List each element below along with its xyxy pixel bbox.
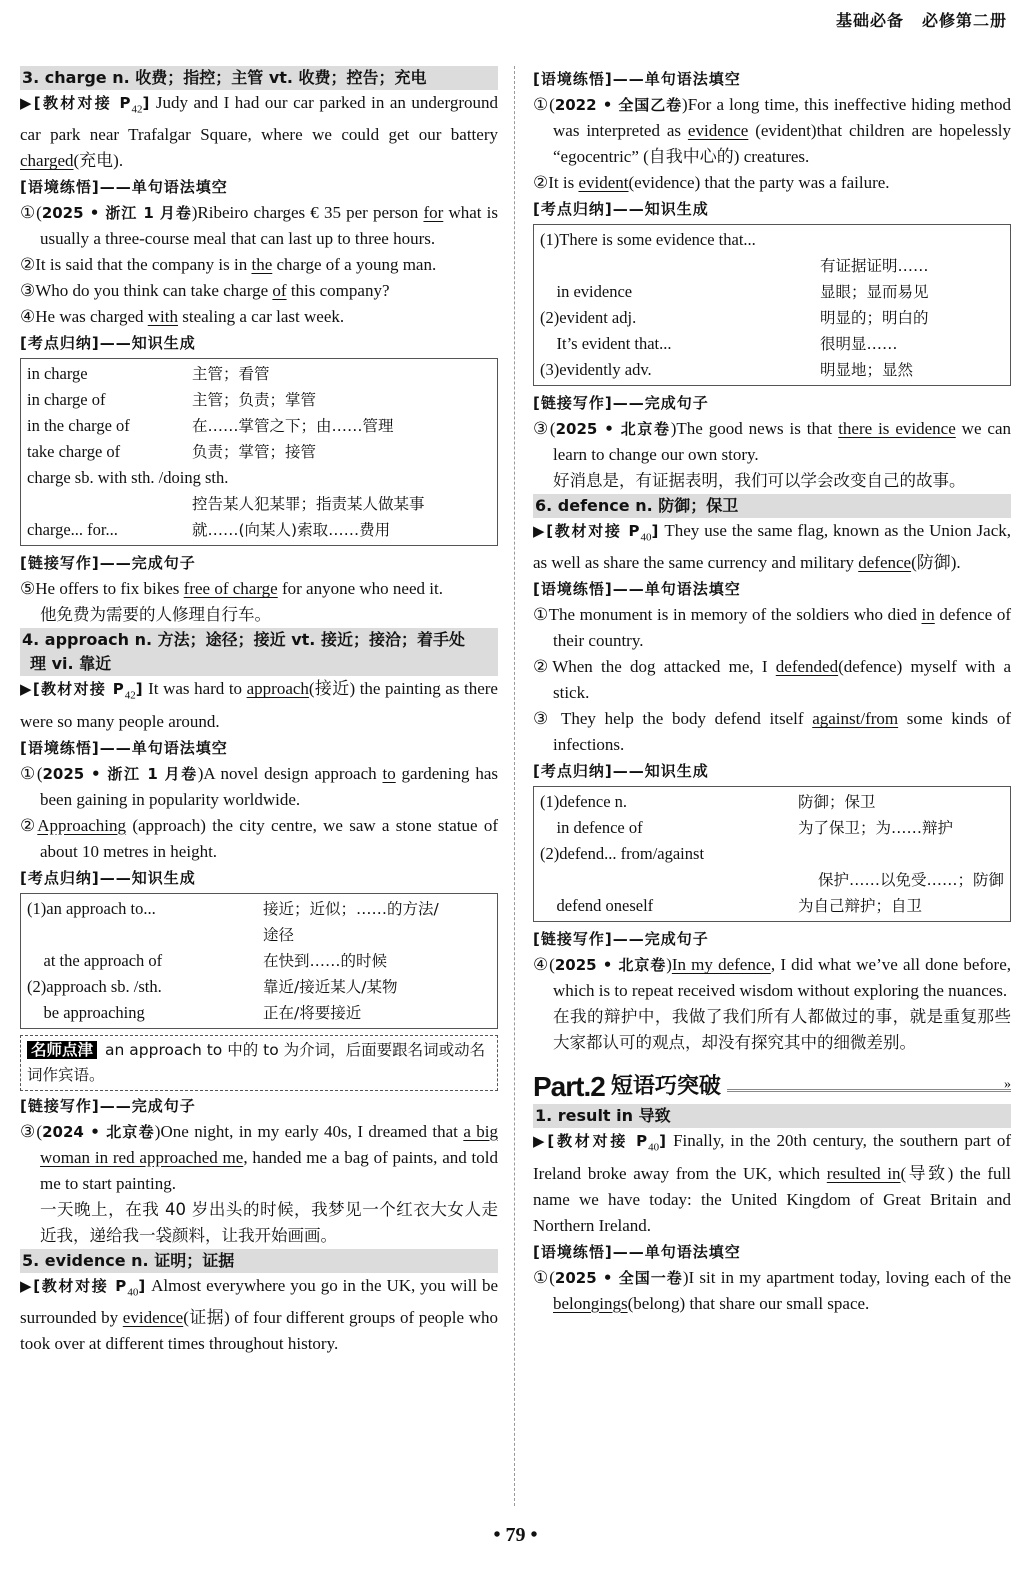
approach-heading: 4. approach n. 方法；途径；接近 vt. 接近；接洽；着手处 理 vi. 靠近 (20, 628, 498, 676)
table-row: in charge 主管；看管 (27, 364, 270, 384)
double-arrow-icon: » (727, 1082, 1011, 1092)
table-row: in evidence 显眼；显而易见 (540, 282, 929, 301)
table-row: (2)defend... from/against (540, 844, 705, 864)
evidence-q1: ①(2022 • 全国乙卷)For a long time, this ineffective hiding method was interpreted as evidence (evident)that children are hopelessly “egocentric” (自我中心的) creatures. (533, 95, 1011, 166)
approach-writing-label: [链接写作]——完成句子 (20, 1096, 196, 1115)
defence-w4: ④(2025 • 北京卷)In my defence, I did what we’ve all done before, which is to repeat received wisdom without exploring the nuances. (533, 955, 1011, 1001)
evidence-practice-label: [语境练悟]——单句语法填空 (533, 70, 741, 88)
right-column (533, 66, 1011, 1317)
part2-label: Part.2 (533, 1071, 605, 1103)
table-row: charge... for... 就……(向某人)索取……费用 (27, 520, 391, 540)
result-heading: 1. result in 导致 (533, 1104, 1011, 1128)
table-row: (1)an approach to... 接近；近似；……的方法/ (27, 898, 439, 918)
defence-summary-label: [考点归纳]——知识生成 (533, 762, 709, 781)
charge-writing-label: [链接写作]——完成句子 (20, 554, 196, 573)
charge-q2: ②It is said that the company is in the charge of a young man. (20, 255, 437, 275)
table-row: at the approach of 在快到……的时候 (27, 950, 388, 970)
table-row: (1)defence n. 防御；保卫 (540, 792, 876, 812)
table-row: (2)evident adj. 明显的；明白的 (540, 308, 929, 327)
evidence-writing-label: [链接写作]——完成句子 (533, 394, 709, 412)
charge-q1: ①(2025 • 浙江 1 月卷)Ribeiro charges € 35 per person for what is usually a three-course meal that can last up to three hours. (20, 203, 498, 249)
left-column (20, 66, 498, 1357)
header-right: 必修第二册 (921, 11, 1007, 30)
evidence-summary-label: [考点归纳]——知识生成 (533, 200, 709, 218)
result-q1: ①(2025 • 全国一卷)I sit in my apartment today, loving each of the belongings(belong) that share our small space. (533, 1267, 1011, 1313)
approach-q1: ①(2025 • 浙江 1 月卷)A novel design approach to gardening has been gaining in popularity worldwide. (20, 763, 499, 809)
table-row: 有证据证明…… (820, 257, 929, 275)
table-row: (1)There is some evidence that... (540, 230, 756, 249)
charge-summary-box (20, 358, 498, 546)
page-number: • 79 • (493, 1524, 538, 1546)
evidence-heading: 5. evidence n. 证明；证据 (20, 1249, 498, 1273)
header-left: 基础必备 (835, 11, 904, 30)
part2-heading (533, 1064, 1011, 1103)
defence-textbook: ▶[教材对接 $P_{40}$] They use the same flag, known as the Union Jack, as well as share the same currency and military defence(防御). (533, 521, 1012, 573)
column-divider (514, 66, 515, 1506)
table-row: It’s evident that... 很明显…… (540, 334, 898, 353)
table-row: in defence of 为了保卫；为……辩护 (540, 818, 954, 838)
table-row: (3)evidently adv. 明显地；显然 (540, 360, 914, 379)
approach-w3-cn: 一天晚上，在我 40 岁出头的时候，我梦见一个红衣大女人走近我，递给我一袋颜料，让我开始画画。 (40, 1199, 498, 1245)
defence-writing-label: [链接写作]——完成句子 (533, 930, 709, 949)
result-practice-label: [语境练悟]——单句语法填空 (533, 1242, 741, 1261)
part2-title: 短语巧突破 (610, 1074, 721, 1100)
evidence-q2: ②It is evident(evidence) that the party was a failure. (533, 173, 890, 192)
charge-textbook: ▶[教材对接 $P_{42}$] Judy and I had our car parked in an underground car park near Trafalgar Square, where we could get our battery charged(充电). (20, 93, 498, 171)
evidence-w3: ③(2025 • 北京卷)The good news is that there is evidence we can learn to change our own story. (533, 419, 1012, 464)
charge-w5: ⑤He offers to fix bikes free of charge for anyone who need it. (20, 579, 443, 599)
table-row: 保护……以免受……；防御 (817, 871, 1004, 890)
result-textbook: ▶[教材对接 $P_{40}$] Finally, in the 20th century, the southern part of Ireland broke away from the UK, which resulted in(导致) the full name we have today: the United Kingdom of Great Britain and Northern Ireland. (533, 1131, 1012, 1235)
defence-q1: ①The monument is in memory of the soldiers who died in defence of their country. (533, 605, 1011, 651)
charge-summary-label: [考点归纳]——知识生成 (20, 334, 196, 353)
charge-w5-cn: 他免费为需要的人修理自行车。 (40, 605, 271, 625)
approach-q2: ②Approaching (approach) the city centre, we saw a stone statue of about 10 metres in height. (20, 815, 498, 861)
approach-tip: 名师点津 an approach to 中的 to 为介词，后面要跟名词或动名词作宾语。 (20, 1035, 498, 1091)
approach-w3: ③(2024 • 北京卷)One night, in my early 40s, I dreamed that a big woman in red approached me, handed me a bag of paints, and told me to start painting. (20, 1121, 499, 1193)
defence-summary-box (533, 786, 1011, 922)
table-row: take charge of 负责；掌管；接管 (27, 442, 317, 462)
defence-q3: ③ They help the body defend itself against/from some kinds of infections. (533, 709, 1011, 755)
table-row: be approaching 正在/将要接近 (27, 1002, 362, 1022)
defence-w4-cn: 在我的辩护中，我做了我们所有人都做过的事，就是重复那些大家都认可的观点，却没有探究其中的细微差别。 (553, 1007, 1011, 1053)
evidence-summary-box (533, 224, 1011, 386)
approach-summary-box (20, 893, 498, 1029)
approach-practice-label: [语境练悟]——单句语法填空 (20, 738, 228, 757)
defence-practice-label: [语境练悟]——单句语法填空 (533, 580, 741, 599)
charge-q3: ③Who do you think can take charge of this company? (20, 281, 390, 301)
approach-textbook: ▶[教材对接 $P_{42}$] It was hard to approach(接近) the painting as there were so many people around. (20, 679, 498, 731)
charge-q4: ④He was charged with stealing a car last week. (20, 307, 345, 327)
charge-heading: 3. charge n. 收费；指控；主管 vt. 收费；控告；充电 (20, 66, 498, 90)
table-row: 途径 (263, 925, 295, 944)
defence-heading: 6. defence n. 防御；保卫 (533, 494, 1011, 518)
table-row: charge sb. with sth. /doing sth. (27, 468, 229, 488)
table-row: (2)approach sb. /sth. 靠近/接近某人/某物 (27, 976, 398, 996)
page-header (818, 8, 1007, 34)
table-row: in charge of 主管；负责；掌管 (27, 390, 317, 410)
approach-summary-label: [考点归纳]——知识生成 (20, 868, 196, 887)
evidence-textbook: ▶[教材对接 $P_{40}$] Almost everywhere you go in the UK, you will be surrounded by evidence(证据) of four different groups of people who took over at different times throughout history. (20, 1275, 499, 1354)
table-row: defend oneself 为自己辩护；自卫 (540, 896, 923, 916)
defence-q2: ②When the dog attacked me, I defended(defence) myself with a stick. (533, 657, 1011, 703)
tip-badge: 名师点津 (27, 1041, 97, 1059)
table-row: in the charge of 在……掌管之下；由……管理 (27, 416, 394, 436)
evidence-w3-cn: 好消息是，有证据表明，我们可以学会改变自己的故事。 (553, 471, 966, 490)
table-row: 控告某人犯某罪；指责某人做某事 (192, 495, 425, 514)
charge-practice-label: [语境练悟]——单句语法填空 (20, 178, 228, 197)
